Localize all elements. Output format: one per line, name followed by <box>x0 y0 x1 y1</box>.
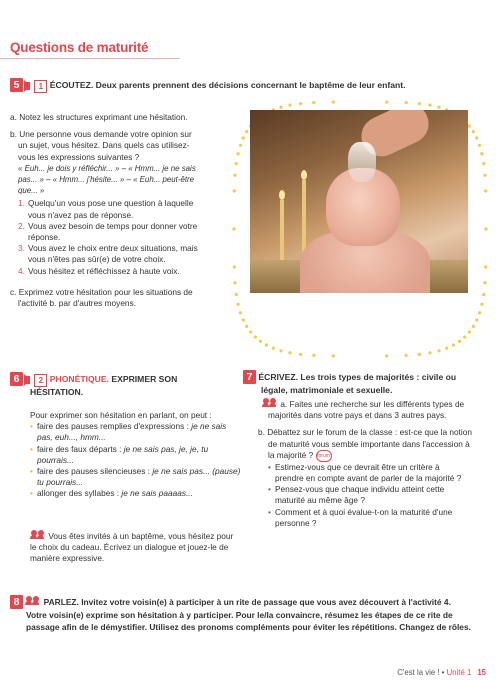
ex6-body <box>30 410 242 500</box>
ex7-instruction-caps: ÉCRIVEZ. <box>258 372 299 382</box>
ex6-intro: Pour exprimer son hésitation en parlant, on peut : <box>30 410 212 420</box>
ex5-instruction: Deux parents prennent des décisions concernant le baptême de leur enfant. <box>93 80 406 90</box>
ex5-item-1: 1. Quelqu'un vous pose une question à laquelle vous n'avez pas de réponse. <box>18 198 194 220</box>
ex6-number: 6 <box>10 372 23 386</box>
ex6-title-2: HÉSITATION. <box>30 387 84 397</box>
ex5-item-4: 4. Vous hésitez et réfléchissez à haute voix. <box>18 265 180 276</box>
ex7-a: a. Faites une recherche sur les différents types de <box>258 398 492 410</box>
audio-track-icon[interactable]: 1 <box>25 80 47 92</box>
pair-work-icon <box>25 596 41 606</box>
audio-track-icon[interactable]: 2 <box>25 374 47 386</box>
pair-work-icon <box>30 530 46 540</box>
baptism-photo <box>250 110 468 293</box>
ex5-quotes: « Euh... je dois y réfléchir... » – « Hmm... je ne sais pas... » – « Hmm... j'hésite... » – « Euh... peut-être que... » <box>18 163 196 196</box>
ex6-bullet: • faire des pauses silencieuses : je ne sais pas... (pause) tu pourrais... <box>30 466 242 488</box>
ex5-c-line: l'activité b. par d'autres moyens. <box>18 298 136 309</box>
ex5-a: a. Notez les structures exprimant une hésitation. <box>10 112 188 122</box>
ex5-heading <box>10 78 490 92</box>
ex6-title: EXPRIMER SON <box>111 374 178 384</box>
ex5-item-2: 2. Vous avez besoin de temps pour donner votre réponse. <box>18 220 198 243</box>
ex7-bullet: • Pensez-vous que chaque individu atteint cette maturité au même âge ? <box>268 484 492 506</box>
ex5-instruction-caps: ÉCOUTEZ. <box>49 80 94 90</box>
page-number: 15 <box>477 668 486 677</box>
divider <box>0 58 180 59</box>
pair-work-icon <box>262 398 278 408</box>
ex5-c-line: c. Exprimez votre hésitation pour les situations de <box>10 286 193 297</box>
ex5-item-3: 3. Vous avez le choix entre deux situations, mais vous n'êtes pas sûr(e) de votre choix. <box>18 243 198 265</box>
page-footer: C'est la vie ! • Unité 1 15 <box>397 668 486 677</box>
ex5-body <box>10 112 240 309</box>
ex7-body: a. Faites une recherche sur les différents types de majorités dans votre pays et dans 3 autres pays. b. Débattez sur le forum de la classe : est-ce que la notion de maturité vous semble importante dans l'accession à la majorité ? forum • Estimez-vous que ce devrait être un critère à prendre en compte avant de parler de la majorité ? • Pensez-vous que chaque individu atteint cette maturité au même âge ? • Comment et à quoi évalue-t-on la maturité d'une personne ? <box>258 398 492 529</box>
ex7-b-last: la majorité ? forum <box>268 450 330 460</box>
ex7-b: b. Débattez sur le forum de la classe : est-ce que la notion <box>258 427 472 438</box>
page-title: Questions de maturité <box>10 40 149 55</box>
ex8-block: 8 PARLEZ. Invitez votre voisin(e) à participer à un rite de passage que vous avez découvert à l'activité 4. Votre voisin(e) exprime son hésitation à y participer. Pour le/la convaincre, résumez les étapes de ce rite de passage afin de le démystifier. Utilisez des pronoms compléments pour éviter les répétitions. Changez de rôles. <box>10 595 494 634</box>
ex6-bullet: • faire des pauses remplies d'expressions : je ne sais pas, euh..., hmm... <box>30 421 242 443</box>
ex6-bullet: • faire des faux départs : je ne sais pas, je, je, tu pourrais... <box>30 444 242 466</box>
ex6-heading <box>10 372 240 398</box>
ex5-b-line: vous les expressions suivantes ? <box>18 151 140 162</box>
ex8-instruction-caps: PARLEZ. <box>43 597 79 607</box>
ex8-number: 8 <box>10 595 23 609</box>
ex5-b-line: b. Une personne vous demande votre opinion sur <box>10 129 192 140</box>
ex6-task: Vous êtes invités à un baptême, vous hésitez pour le choix du cadeau. Écrivez un dialogue et jouez-le de manière expressive. <box>30 531 234 564</box>
ex7-number: 7 <box>243 370 256 384</box>
ex5-number: 5 <box>10 78 23 92</box>
ex5-b-line: un sujet, vous hésitez. Dans quels cas utilisez- <box>18 140 190 151</box>
ex7-heading: 7 ÉCRIVEZ. Les trois types de majorités : civile ou légale, matrimoniale et sexuelle. <box>243 370 488 396</box>
ex7-bullet: • Estimez-vous que ce devrait être un critère à prendre en compte avant de parler de la majorité ? <box>268 462 492 484</box>
ex6-bullet: • allonger des syllabes : je ne sais paaaas... <box>30 488 242 499</box>
ex7-bullet: • Comment et à quoi évalue-t-on la maturité d'une personne ? <box>268 507 492 529</box>
ex6-label: PHONÉTIQUE. <box>49 374 109 384</box>
forum-icon[interactable]: forum <box>316 450 332 462</box>
